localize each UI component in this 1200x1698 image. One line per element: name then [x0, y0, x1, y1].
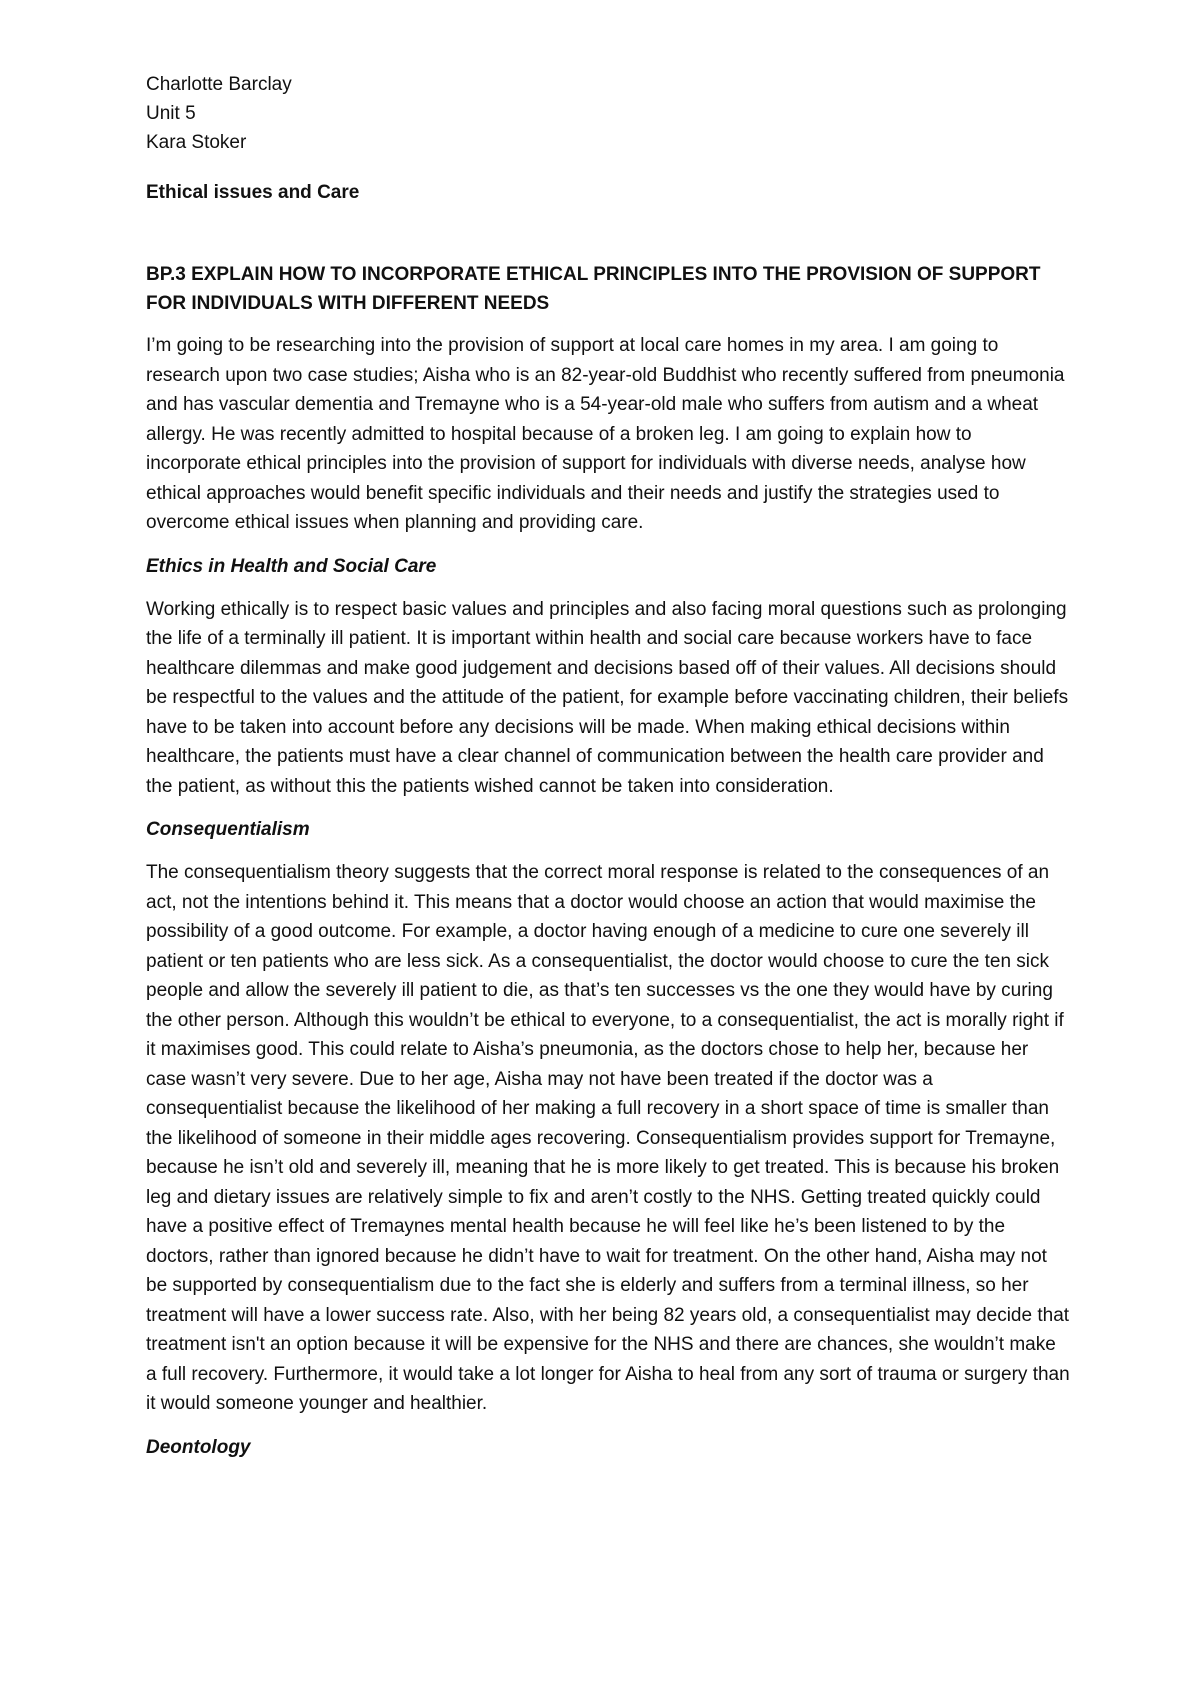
- section-heading-bp3: BP.3 EXPLAIN HOW TO INCORPORATE ETHICAL PRINCIPLES INTO THE PROVISION OF SUPPORT FOR INDIVIDUALS WITH DIFFERENT NEEDS: [146, 264, 1041, 314]
- consequentialism-heading: Consequentialism: [146, 819, 310, 840]
- unit-label: Unit 5: [146, 103, 196, 124]
- intro-paragraph: I’m going to be researching into the provision of support at local care homes in my area. I am going to research upon two case studies; Aisha who is an 82-year-old Buddhist who recently suffered from pneumonia and has vascular dementia and Tremayne who is a 54-year-old male who suffers from autism and a wheat allergy. He was recently admitted to hospital because of a broken leg. I am going to explain how to incorporate ethical principles into the provision of support for individuals with diverse needs, analyse how ethical approaches would benefit specific individuals and their needs and justify the strategies used to overcome ethical issues when planning and providing care.: [146, 335, 1065, 533]
- ethics-heading: Ethics in Health and Social Care: [146, 555, 437, 577]
- consequentialism-paragraph: The consequentialism theory suggests that the correct moral response is related to the consequences of an act, not the intentions behind it. This means that a doctor would choose an action that would maximise the possibility of a good outcome. For example, a doctor having enough of a medicine to cure one severely ill patient or ten patients who are less sick. As a consequentialist, the doctor would choose to cure the ten sick people and allow the severely ill patient to die, as that’s ten successes vs the one they would have by curing the other person. Although this wouldn’t be ethical to everyone, to a consequentialist, the act is morally right if it maximises good. This could relate to Aisha’s pneumonia, as the doctors chose to help her, because her case wasn’t very severe. Due to her age, Aisha may not have been treated if the doctor was a consequentialist because the likelihood of her making a full recovery in a short space of time is smaller than the likelihood of someone in their middle ages recovering. Consequentialism provides support for Tremayne, because he isn’t old and severely ill, meaning that he is more likely to get treated. This is because his broken leg and dietary issues are relatively simple to fix and aren’t costly to the NHS. Getting treated quickly could have a positive effect of Tremaynes mental health because he will feel like he’s been listened to by the doctors, rather than ignored because he didn’t have to wait for treatment. On the other hand, Aisha may not be supported by consequentialism due to the fact she is elderly and suffers from a terminal illness, so her treatment will have a lower success rate. Also, with her being 82 years old, a consequentialist may decide that treatment isn't an option because it will be expensive for the NHS and there are chances, she wouldn’t make a full recovery. Furthermore, it would take a lot longer for Aisha to heal from any sort of trauma or surgery than it would someone younger and healthier.: [146, 862, 1070, 1414]
- teacher-name: Kara Stoker: [146, 132, 247, 153]
- deontology-heading: Deontology: [146, 1436, 251, 1458]
- author-name: Charlotte Barclay: [146, 74, 292, 95]
- document-title: Ethical issues and Care: [146, 182, 360, 203]
- ethics-paragraph: Working ethically is to respect basic values and principles and also facing moral questions such as prolonging the life of a terminally ill patient. It is important within health and social care because workers have to face healthcare dilemmas and make good judgement and decisions based off of their values. All decisions should be respectful to the values and the attitude of the patient, for example before vaccinating children, their beliefs have to be taken into account before any decisions will be made. When making ethical decisions within healthcare, the patients must have a clear channel of communication between the health care provider and the patient, as without this the patients wished cannot be taken into consideration.: [146, 598, 1069, 797]
- document-content: [146, 70, 1071, 1462]
